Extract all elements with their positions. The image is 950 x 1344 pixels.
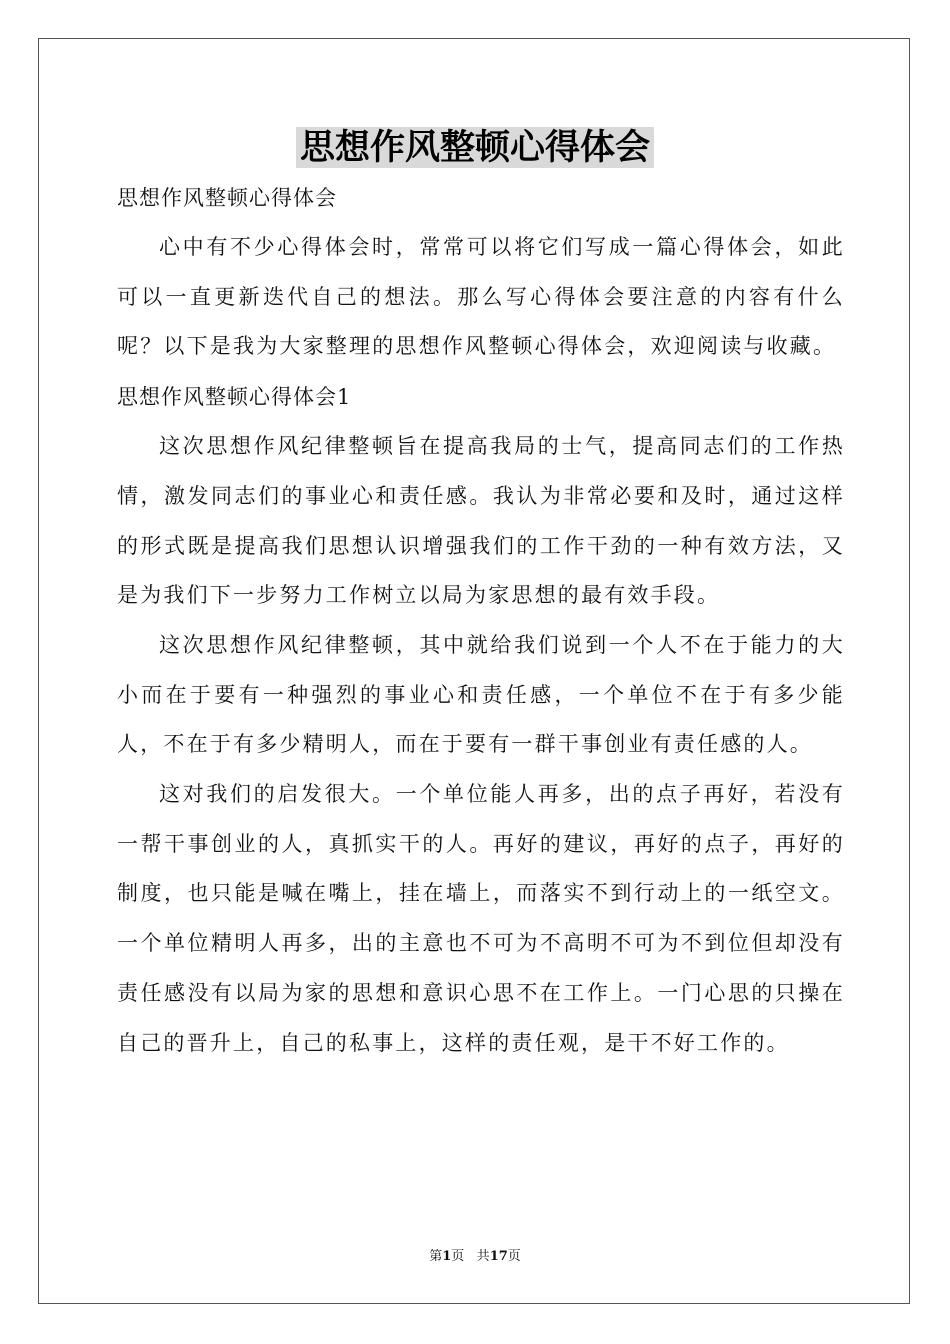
body-paragraph-2: 这次思想作风纪律整顿，其中就给我们说到一个人不在于能力的大小而在于要有一种强烈的事业心和责任感，一个单位不在于有多少能人，不在于有多少精明人，而在于要有一群干事创业有责任感的人。 [117, 632, 845, 757]
intro-paragraph: 心中有不少心得体会时，常常可以将它们写成一篇心得体会，如此可以一直更新迭代自己的想法。那么写心得体会要注意的内容有什么呢？以下是我为大家整理的思想作风整顿心得体会，欢迎阅读与收藏。 [117, 235, 845, 359]
section-heading-1: 思想作风整顿心得体会1 [117, 385, 352, 410]
document-body [117, 173, 845, 1068]
footer-page-number: 1 [442, 1249, 452, 1264]
footer-total-suffix: 页 [507, 1249, 521, 1264]
document-title [0, 122, 950, 174]
footer-page-suffix: 页 [451, 1249, 465, 1264]
document-title-text: 思想作风整顿心得体会 [296, 127, 654, 168]
footer-total-pages: 17 [489, 1249, 508, 1264]
document-subtitle: 思想作风整顿心得体会 [117, 186, 337, 210]
body-paragraph-1: 这次思想作风纪律整顿旨在提高我局的士气，提高同志们的工作热情，激发同志们的事业心和责任感。我认为非常必要和及时，通过这样的形式既是提高我们思想认识增强我们的工作干劲的一种有效方法，又是为我们下一步努力工作树立以局为家思想的最有效手段。 [117, 434, 845, 608]
footer-page-prefix: 第 [429, 1249, 443, 1264]
footer-total-prefix: 共 [476, 1249, 490, 1264]
page-footer [0, 1245, 950, 1264]
body-paragraph-3: 这对我们的启发很大。一个单位能人再多，出的点子再好，若没有一帮干事创业的人，真抓实干的人。再好的建议，再好的点子，再好的制度，也只能是喊在嘴上，挂在墙上，而落实不到行动上的一纸空文。一个单位精明人再多，出的主意也不可为不高明不可为不到位但却没有责任感没有以局为家的思想和意识心思不在工作上。一门心思的只操在自己的晋升上，自己的私事上，这样的责任观，是干不好工作的。 [117, 782, 845, 1055]
